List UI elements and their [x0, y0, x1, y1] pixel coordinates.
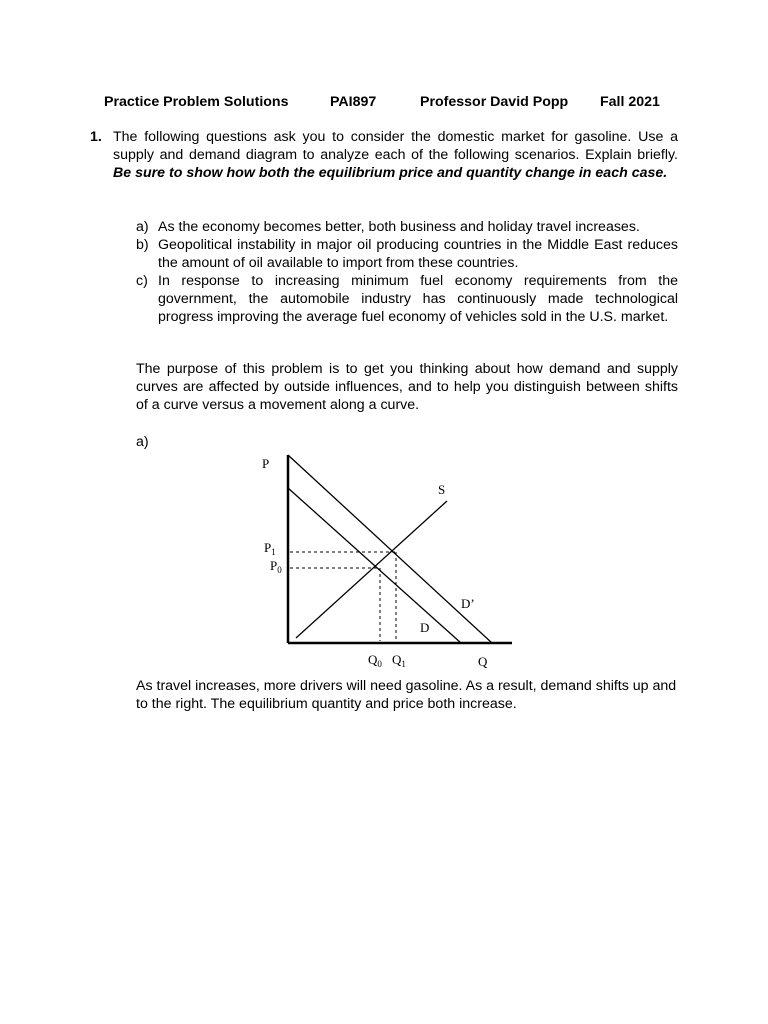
- scenario-text: Geopolitical instability in major oil producing countries in the Middle East reduces the amount of oil available to import from these countries.: [158, 237, 678, 271]
- intro-emphasis: Be sure to show how both the equilibrium price and quantity change in each case.: [113, 165, 668, 181]
- purpose-paragraph: The purpose of this problem is to get you thinking about how demand and supply curves are affected by outside influences, and to help you distinguish between shifts of a curve versus a movement along a curve.: [136, 361, 678, 413]
- demand-label: D: [420, 620, 430, 635]
- q0-label: $Q_0$: [368, 652, 382, 669]
- q1-subscript: 1: [401, 659, 406, 669]
- new-demand-curve: [288, 455, 492, 643]
- p1-label: $P_1$: [264, 540, 276, 557]
- header-course: PAI897: [330, 94, 377, 110]
- header-professor: Professor David Popp: [420, 94, 569, 110]
- price-axis-label: P: [262, 456, 270, 471]
- intro-text: The following questions ask you to consider the domestic market for gasoline. Use a supply and demand diagram to analyze each of the following scenarios. Explain briefly.: [113, 129, 678, 163]
- question-number: 1.: [90, 129, 102, 145]
- scenario-text: As the economy becomes better, both business and holiday travel increases.: [158, 219, 640, 235]
- header-term: Fall 2021: [600, 94, 660, 110]
- quantity-axis-label: Q: [478, 654, 488, 669]
- scenario-label: a): [136, 219, 149, 235]
- scenario-label: b): [136, 237, 149, 253]
- supply-curve: [296, 501, 447, 638]
- supply-label: S: [438, 482, 446, 497]
- p0-subscript: 0: [277, 565, 282, 575]
- scenario-text: In response to increasing minimum fuel economy requirements from the government, the automobile industry has continuously made technological progress improving the average fuel economy of vehicles sold in the U.S. market.: [158, 273, 678, 325]
- new-demand-label: D’: [461, 596, 475, 611]
- p0-label: $P_0$: [270, 558, 282, 575]
- answer-explanation: As travel increases, more drivers will need gasoline. As a result, demand shifts up and to the right. The equilibrium quantity and price both increase.: [136, 678, 677, 712]
- p1-subscript: 1: [271, 547, 276, 557]
- q1-label: $Q_1$: [392, 652, 406, 669]
- q0-subscript: 0: [377, 659, 382, 669]
- header-title: Practice Problem Solutions: [104, 94, 289, 110]
- answer-part-label: a): [136, 434, 149, 450]
- scenario-label: c): [136, 273, 148, 289]
